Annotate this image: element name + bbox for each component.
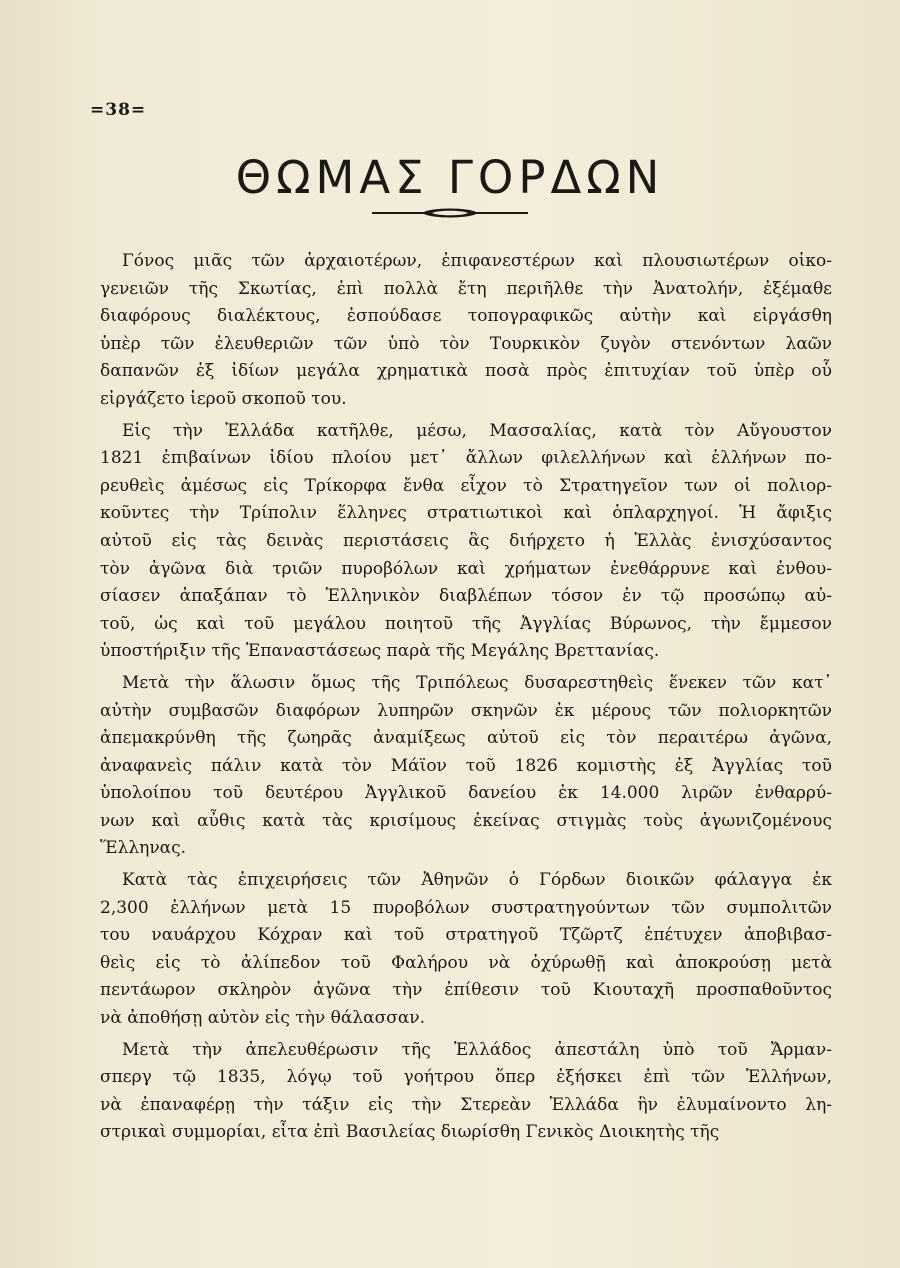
text-line: θεὶς εἰς τὸ ἀλίπεδον τοῦ Φαλήρου νὰ ὀχύρωθῇ καὶ ἀποκρούσῃ μετὰ [100,952,832,973]
page-title: ΘΩΜΑΣ ΓΟΡΔΩΝ [235,151,665,204]
text-line: Γόνος μιᾶς τῶν ἀρχαιοτέρων, ἐπιφανεστέρων καὶ πλουσιωτέρων οἰκο- [122,251,832,271]
paragraph [100,1037,832,1147]
text-line: Μετὰ τὴν ἀπελευθέρωσιν τῆς Ἑλλάδος ἀπεστάλη ὑπὸ τοῦ Ἄρμαν- [122,1039,832,1060]
paragraph [100,670,832,863]
text-line: εἰργάζετο ἱεροῦ σκοποῦ του. [100,388,347,409]
paragraph [100,248,832,414]
text-line: Μετὰ τὴν ἅλωσιν ὅμως τῆς Τριπόλεως δυσαρεστηθεὶς ἕνεκεν τῶν κατ᾽ [122,672,832,693]
text-line: Κατὰ τὰς ἐπιχειρήσεις τῶν Ἀθηνῶν ὁ Γόρδων διοικῶν φάλαγγα ἐκ [122,870,832,891]
text-line: 2,300 ἑλλήνων μετὰ 15 πυροβόλων συστρατηγούντων τῶν συμπολιτῶν [100,897,832,918]
title-ornament-divider [372,206,528,220]
page-number: =38= [90,100,147,120]
text-line: διαφόρους διαλέκτους, ἐσπούδασε τοπογραφικῶς αὐτὴν καὶ εἰργάσθη [100,306,832,327]
text-line: ὑπολοίπου τοῦ δευτέρου Ἀγγλικοῦ δανείου ἐκ 14.000 λιρῶν ἐνθαρρύ- [100,783,832,804]
text-line: τὸν ἀγῶνα διὰ τριῶν πυροβόλων καὶ χρήματων ἐνεθάρρυνε καὶ ἐνθου- [100,558,832,579]
text-line: ρευθεὶς ἀμέσως εἰς Τρίκορφα ἔνθα εἶχον τὸ Στρατηγεῖον των οἱ πολιορ- [100,475,832,496]
text-line: γενειῶν τῆς Σκωτίας, ἐπὶ πολλὰ ἔτη περιῆλθε τὴν Ἀνατολήν, ἐξέμαθε [100,278,832,299]
text-line: αὐτὴν συμβασῶν διαφόρων λυπηρῶν σκηνῶν ἐκ μέρους τῶν πολιορκητῶν [100,700,832,721]
text-line: 1821 ἐπιβαίνων ἰδίου πλοίου μετ᾽ ἄλλων φιλελλήνων καὶ ἑλλήνων πο- [100,448,832,469]
text-line: σπεργ τῷ 1835, λόγῳ τοῦ γοήτρου ὅπερ ἐξήσκει ἐπὶ τῶν Ἑλλήνων, [100,1067,832,1088]
text-line: κοῦντες τὴν Τρίπολιν ἕλληνες στρατιωτικοὶ καὶ ὁπλαρχηγοί. Ἡ ἄφιξις [100,503,832,524]
text-line: νὰ ἐπαναφέρῃ τὴν τάξιν εἰς τὴν Στερεὰν Ἑλλάδα ἣν ἐλυμαίνοντο λη- [100,1094,832,1115]
text-line: νων καὶ αὖθις κατὰ τὰς κρισίμους ἐκείνας στιγμὰς τοὺς ἀγωνιζομένους [100,810,832,831]
text-line: ἀπεμακρύνθη τῆς ζωηρᾶς ἀναμίξεως αὐτοῦ εἰς τὸν περαιτέρω ἀγῶνα, [100,728,832,749]
text-line: Ἕλληνας. [100,838,187,859]
text-line: ὑποστήριξιν τῆς Ἐπαναστάσεως παρὰ τῆς Μεγάλης Βρεττανίας. [100,641,660,662]
paragraph [100,418,832,666]
article-body [100,248,832,1151]
text-line: πεντάωρον σκληρὸν ἀγῶνα τὴν ἐπίθεσιν τοῦ Κιουταχῆ προσπαθοῦντος [100,980,832,1001]
text-line: ἀναφανεὶς πάλιν κατὰ τὸν Μάϊον τοῦ 1826 κομιστὴς ἐξ Ἀγγλίας τοῦ [100,755,832,776]
text-line: στρικαὶ συμμορίαι, εἶτα ἐπὶ Βασιλείας διωρίσθη Γενικὸς Διοικητὴς τῆς [100,1122,720,1143]
text-line: δαπανῶν ἐξ ἰδίων μεγάλα χρηματικὰ ποσὰ πρὸς ἐπιτυχίαν τοῦ ὑπὲρ οὗ [100,361,832,382]
text-line: ὑπὲρ τῶν ἐλευθεριῶν τῶν ὑπὸ τὸν Τουρκικὸν ζυγὸν στενόντων λαῶν [100,333,832,354]
text-line: σίασεν ἀπαξάπαν τὸ Ἑλληνικὸν διαβλέπων τόσον ἐν τῷ προσώπῳ αὐ- [100,586,832,607]
text-line: αὐτοῦ εἰς τὰς δεινὰς περιστάσεις ἃς διήρχετο ἡ Ἑλλὰς ἐνισχύσαντος [100,530,832,551]
paragraph [100,867,832,1033]
text-line: νὰ ἀποθήσῃ αὐτὸν εἰς τὴν θάλασσαν. [100,1008,426,1029]
text-line: τοῦ, ὡς καὶ τοῦ μεγάλου ποιητοῦ τῆς Ἀγγλίας Βύρωνος, τὴν ἔμμεσον [100,613,832,634]
text-line: Εἰς τὴν Ἑλλάδα κατῆλθε, μέσω, Μασσαλίας, κατὰ τὸν Αὔγουστον [122,420,832,441]
text-line: του ναυάρχου Κόχραν καὶ τοῦ στρατηγοῦ Τζῶρτζ ἐπέτυχεν ἀποβιβασ- [100,925,832,946]
